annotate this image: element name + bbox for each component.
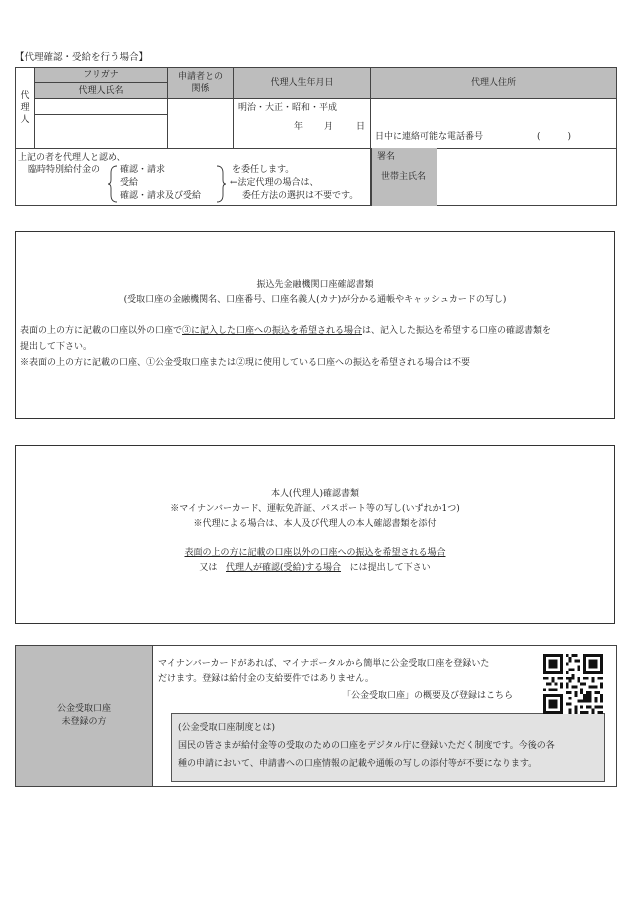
col-address: 代理人住所 (371, 68, 617, 99)
furigana-field[interactable] (35, 99, 168, 115)
phone-label: 日中に連絡可能な電話番号 (375, 132, 484, 142)
bank-box-subtitle: (受取口座の金融機関名、口座番号、口座名義人(カナ)が分かる通帳やキャッシュカードの写し) (123, 295, 507, 305)
col-furigana: フリガナ (35, 68, 168, 83)
public-account-link[interactable]: 「公金受取口座」の概要及び登録はこちら (342, 691, 514, 701)
address-field[interactable] (371, 99, 617, 149)
proxy-form-table (15, 67, 617, 206)
option-receive[interactable]: 受給 (120, 178, 139, 188)
right-brace (216, 165, 226, 203)
bank-box-title: 振込先金融機関口座確認書類 (256, 280, 374, 290)
qr-code-icon[interactable] (543, 654, 603, 714)
col-birthdate: 代理人生年月日 (234, 68, 371, 99)
public-account-note-box: (公金受取口座制度とは) 国民の皆さまが給付金等の受取のための口座をデジタル庁に登録いただく制度です。今後の各 種の申請において、申請書への口座情報の記載や通帳の写しの添付等が不要になります。 (171, 713, 605, 782)
id-document-box: 本人(代理人)確認書類 ※マイナンバーカード、運転免許証、パスポート等の写し(いずれか1つ) ※代理による場合は、本人及び代理人の本人確認書類を添付 表面の上の方に記載の口座以外の口座への振込を希望される場合 又は 代理人が確認(受給)する場合 には提出して下さい (15, 445, 615, 624)
signature-field[interactable] (371, 149, 617, 206)
bank-box-p2: ※表面の上の方に記載の口座、①公金受取口座または②現に使用している口座への振込を希望される場合は不要 (20, 358, 471, 368)
option-both[interactable]: 確認・請求及び受給 (120, 191, 202, 201)
bank-document-box: 振込先金融機関口座確認書類 (受取口座の金融機関名、口座番号、口座名義人(カナ)が分かる通帳やキャッシュカードの写し) 表面の上の方に記載の口座以外の口座で③に記入した口座への振込を希望される場合は、記入した振込を希望する口座の確認書類を 提出して下さい。 ※表面の上の方に記載の口座、①公金受取口座または②現に使用している口座への振込を希望される場合は不要 (15, 231, 615, 419)
col-name: 代理人氏名 (35, 83, 168, 99)
public-account-label-cell: 公金受取口座 未登録の方 (16, 646, 153, 786)
proxy-heading: 【代理確認・受給を行う場合】 (15, 52, 149, 63)
era-options: 明治・大正・昭和・平成 (238, 103, 338, 113)
delegation-cell: 上記の者を代理人と認め、 臨時特別給付金の 確認・請求 受給 確認・請求及び受給 を委任します。 ←法定代理の場合は、 委任方法の選択は不要です。 世帯主氏名 (16, 149, 371, 206)
relation-field[interactable] (168, 99, 234, 149)
option-confirm-request[interactable]: 確認・請求 (120, 165, 166, 175)
bank-box-p1: 表面の上の方に記載の口座以外の口座で③に記入した口座への振込を希望される場合は、記入した振込を希望する口座の確認書類を (20, 326, 552, 336)
id-box-title: 本人(代理人)確認書類 (270, 489, 360, 499)
left-brace (108, 165, 118, 203)
phone-field[interactable]: ( ) (537, 132, 572, 142)
name-field[interactable] (35, 115, 168, 149)
proxy-side-label: 代 理 人 (16, 68, 35, 149)
householder-label: 世帯主氏名 (380, 172, 426, 182)
public-account-section: 公金受取口座 未登録の方 マイナンバーカードがあれば、マイナポータルから簡単に公金受取口座を登録いた だけます。登録は給付金の支給要件ではありません。 「公金受取口座」の概要及び登録はこちら (公金受取口座制度とは) 国民の皆さまが給付金等の受取のための口座をデジタル庁に登録いただく制度です。今後の各 種の申請において、申請書への口座情報の記載や通帳の写しの添付等が不要になります。 (15, 645, 617, 787)
signature-label: 署名 (377, 152, 396, 162)
col-relation: 申請者との 関係 (168, 68, 234, 99)
birthdate-field[interactable]: 明治・大正・昭和・平成 年 月 日 (234, 99, 371, 149)
